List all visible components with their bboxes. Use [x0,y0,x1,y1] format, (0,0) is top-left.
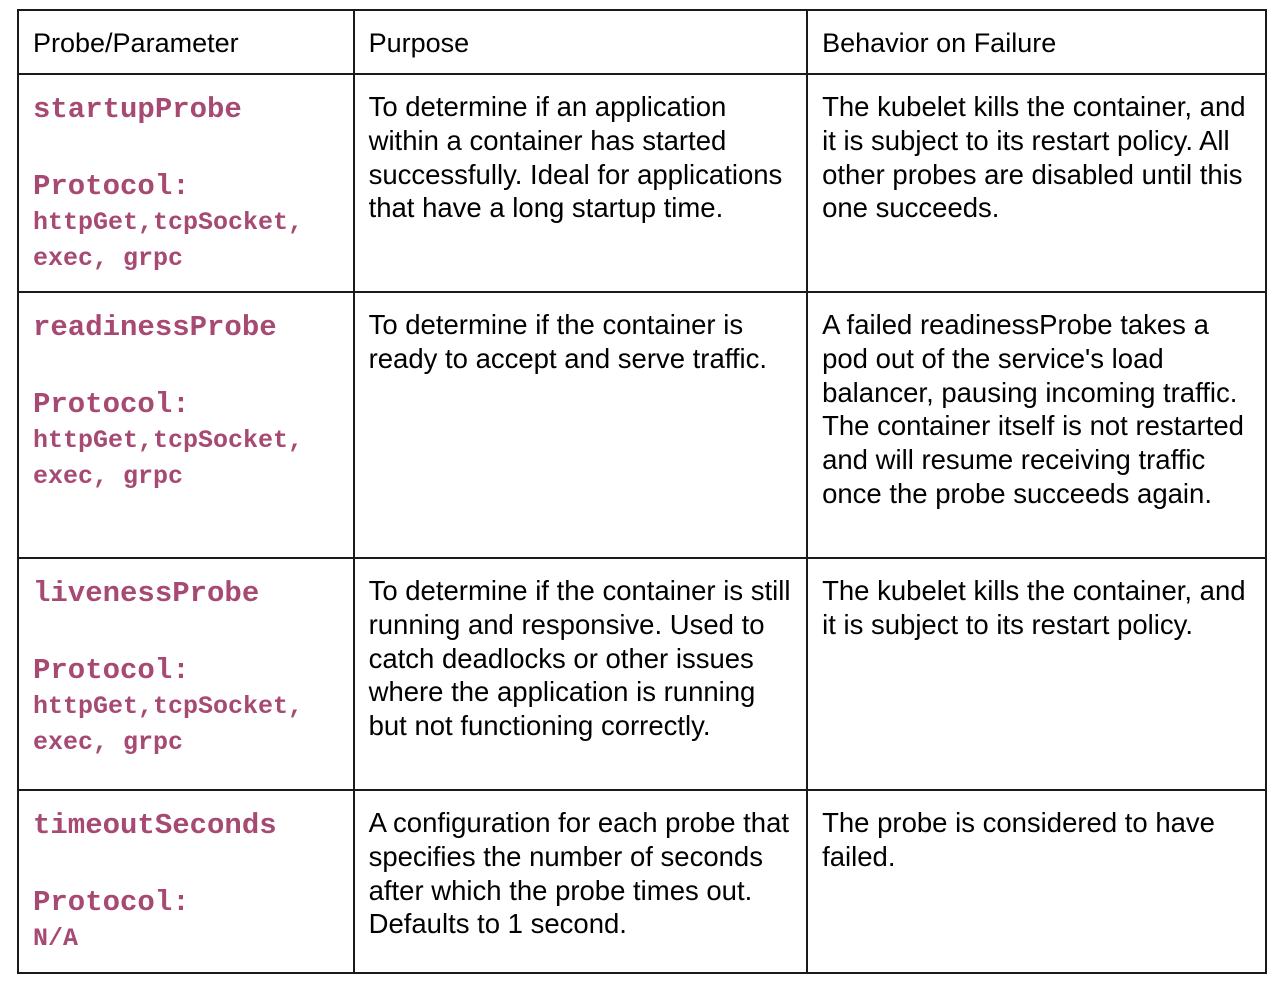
parameter-name: startupProbe [33,93,242,126]
header-probe-parameter: Probe/Parameter [18,10,354,74]
table-row [18,292,1266,558]
header-row [18,10,1266,74]
protocol-value: httpGet,tcpSocket, exec, grpc [33,692,304,757]
table-header [18,10,1266,74]
protocol-label: Protocol: [33,886,190,919]
protocol-value: httpGet,tcpSocket, exec, grpc [33,426,304,491]
purpose-cell: To determine if an application within a container has started successfully. Ideal for applications that have a long startup time. [354,74,808,292]
purpose-cell: To determine if the container is still running and responsive. Used to catch deadlocks or other issues where the application is running but not functioning correctly. [354,558,808,790]
parameter-cell [18,558,354,790]
protocol-label: Protocol: [33,654,190,687]
failure-cell: The kubelet kills the container, and it is subject to its restart policy. All other probes are disabled until this one succeeds. [807,74,1266,292]
probe-table [17,9,1267,974]
failure-cell: A failed readinessProbe takes a pod out of the service's load balancer, pausing incoming traffic. The container itself is not restarted and will resume receiving traffic once the probe succeeds again. [807,292,1266,558]
parameter-name: readinessProbe [33,311,277,344]
parameter-cell [18,790,354,973]
failure-cell: The probe is considered to have failed. [807,790,1266,973]
table-row [18,558,1266,790]
table-row [18,74,1266,292]
parameter-cell [18,292,354,558]
table-row [18,790,1266,973]
parameter-name: livenessProbe [33,577,260,610]
purpose-cell: To determine if the container is ready to accept and serve traffic. [354,292,808,558]
protocol-value: N/A [33,924,79,953]
failure-cell: The kubelet kills the container, and it is subject to its restart policy. [807,558,1266,790]
protocol-value: httpGet,tcpSocket, exec, grpc [33,208,304,273]
parameter-name: timeoutSeconds [33,809,277,842]
protocol-label: Protocol: [33,388,190,421]
protocol-label: Protocol: [33,170,190,203]
purpose-cell: A configuration for each probe that specifies the number of seconds after which the probe times out. Defaults to 1 second. [354,790,808,973]
header-behavior-on-failure: Behavior on Failure [807,10,1266,74]
parameter-cell [18,74,354,292]
table-body [18,74,1266,973]
header-purpose: Purpose [354,10,808,74]
